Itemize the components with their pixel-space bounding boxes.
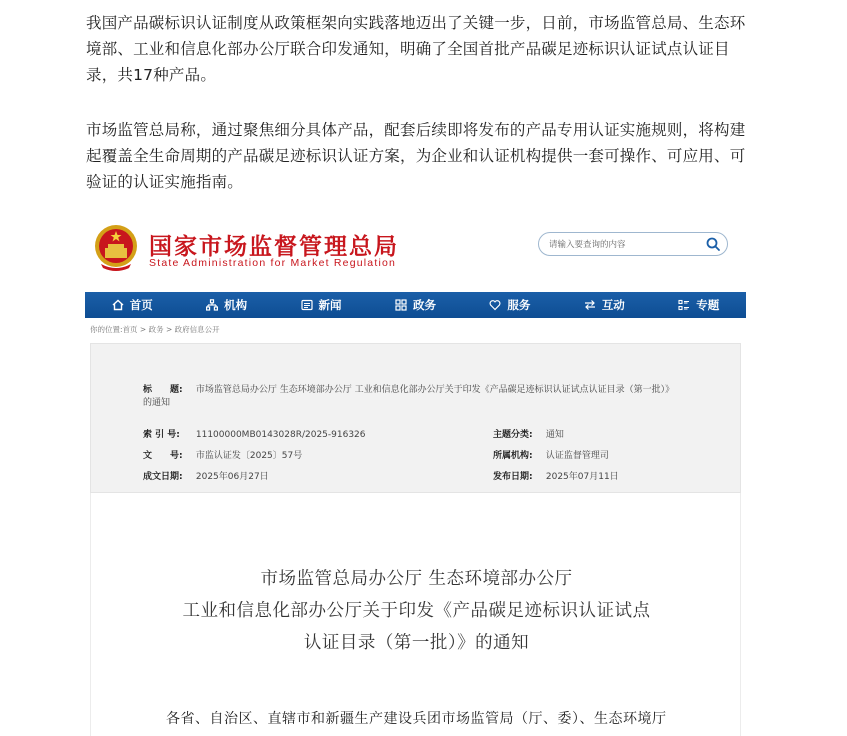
info-index-value: 11100000MB0143028R/2025-916326 [195, 430, 366, 440]
doc-title-line-3: 认证目录（第一批）》的通知 [303, 633, 530, 653]
home-icon [112, 299, 124, 311]
nav-item-home[interactable] [85, 292, 179, 318]
nav-label: 首页 [129, 298, 153, 312]
nav-item-news[interactable] [274, 292, 368, 318]
nav-item-service[interactable] [463, 292, 557, 318]
gov-icon [395, 299, 407, 311]
site-name-en: State Administration for Market Regulation [149, 257, 397, 269]
exchange-icon [584, 299, 596, 311]
document-info-panel [90, 343, 741, 493]
info-created-row [143, 471, 269, 484]
info-org-row [493, 450, 609, 463]
info-index-label: 索 引 号: [143, 430, 180, 440]
document-body [90, 493, 741, 736]
info-created-label: 成文日期: [143, 472, 183, 482]
info-docno-row [143, 450, 302, 463]
nav-label: 专题 [696, 298, 720, 312]
nav-item-gov[interactable] [368, 292, 462, 318]
info-docno-value: 市监认证发〔2025〕57号 [195, 451, 303, 461]
doc-title-line-2: 工业和信息化部办公厅关于印发《产品碳足迹标识认证试点 [182, 601, 651, 621]
search-input[interactable] [538, 232, 728, 256]
news-icon [301, 299, 313, 311]
embedded-website-screenshot [85, 210, 746, 736]
search-icon[interactable] [705, 236, 721, 252]
article-paragraph-1: 我国产品碳标识认证制度从政策框架向实践落地迈出了关键一步，日前，市场监管总局、生态环境部、工业和信息化部办公厅联合印发通知，明确了全国首批产品碳足迹标识认证试点认证目录，共17种产品。 [86, 14, 746, 84]
nav-label: 政务 [412, 298, 436, 312]
info-index-row [143, 429, 366, 442]
heart-icon [489, 299, 501, 311]
site-name-cn[interactable]: 国家市场监督管理总局 [149, 233, 399, 260]
nav-label: 互动 [601, 298, 625, 312]
nav-item-org[interactable] [179, 292, 273, 318]
national-emblem-icon [93, 222, 139, 272]
nav-label: 新闻 [318, 298, 342, 312]
info-published-value: 2025年07月11日 [545, 472, 619, 482]
nav-item-topic[interactable] [652, 292, 746, 318]
nav-item-interact[interactable] [557, 292, 651, 318]
breadcrumb[interactable]: 你的位置:首页 > 政务 > 政府信息公开 [90, 325, 220, 334]
nav-label: 服务 [507, 298, 531, 312]
info-title-row [143, 384, 683, 410]
info-category-value: 通知 [545, 430, 564, 440]
info-org-value: 认证监督管理司 [545, 451, 609, 461]
main-nav [85, 292, 746, 318]
info-published-row [493, 471, 619, 484]
org-icon [206, 299, 218, 311]
nav-label: 机构 [224, 298, 248, 312]
search-placeholder: 请输入要查询的内容 [549, 240, 626, 250]
doc-title-line-1: 市场监管总局办公厅 生态环境部办公厅 [260, 569, 573, 589]
info-title-value: 市场监管总局办公厅 生态环境部办公厅 工业和信息化部办公厅关于印发《产品碳足迹标识认证试点认证目录（第一批）》的通知 [143, 385, 675, 408]
info-created-value: 2025年06月27日 [195, 472, 269, 482]
info-published-label: 发布日期: [493, 472, 533, 482]
site-header [85, 210, 746, 290]
info-org-label: 所属机构: [493, 451, 533, 461]
article-paragraph-2: 市场监管总局称，通过聚焦细分具体产品，配套后续即将发布的产品专用认证实施规则，将构建起覆盖全生命周期的产品碳足迹标识认证方案，为企业和认证机构提供一套可操作、可应用、可验证的认证实施指南。 [86, 121, 746, 191]
info-title-label: 标 题: [143, 385, 183, 395]
info-docno-label: 文 号: [143, 451, 183, 461]
info-category-label: 主题分类: [493, 430, 533, 440]
doc-addressee: 各省、自治区、直辖市和新疆生产建设兵团市场监管局（厅、委）、生态环境厅 [166, 711, 667, 727]
topic-icon [678, 299, 690, 311]
info-category-row [493, 429, 564, 442]
